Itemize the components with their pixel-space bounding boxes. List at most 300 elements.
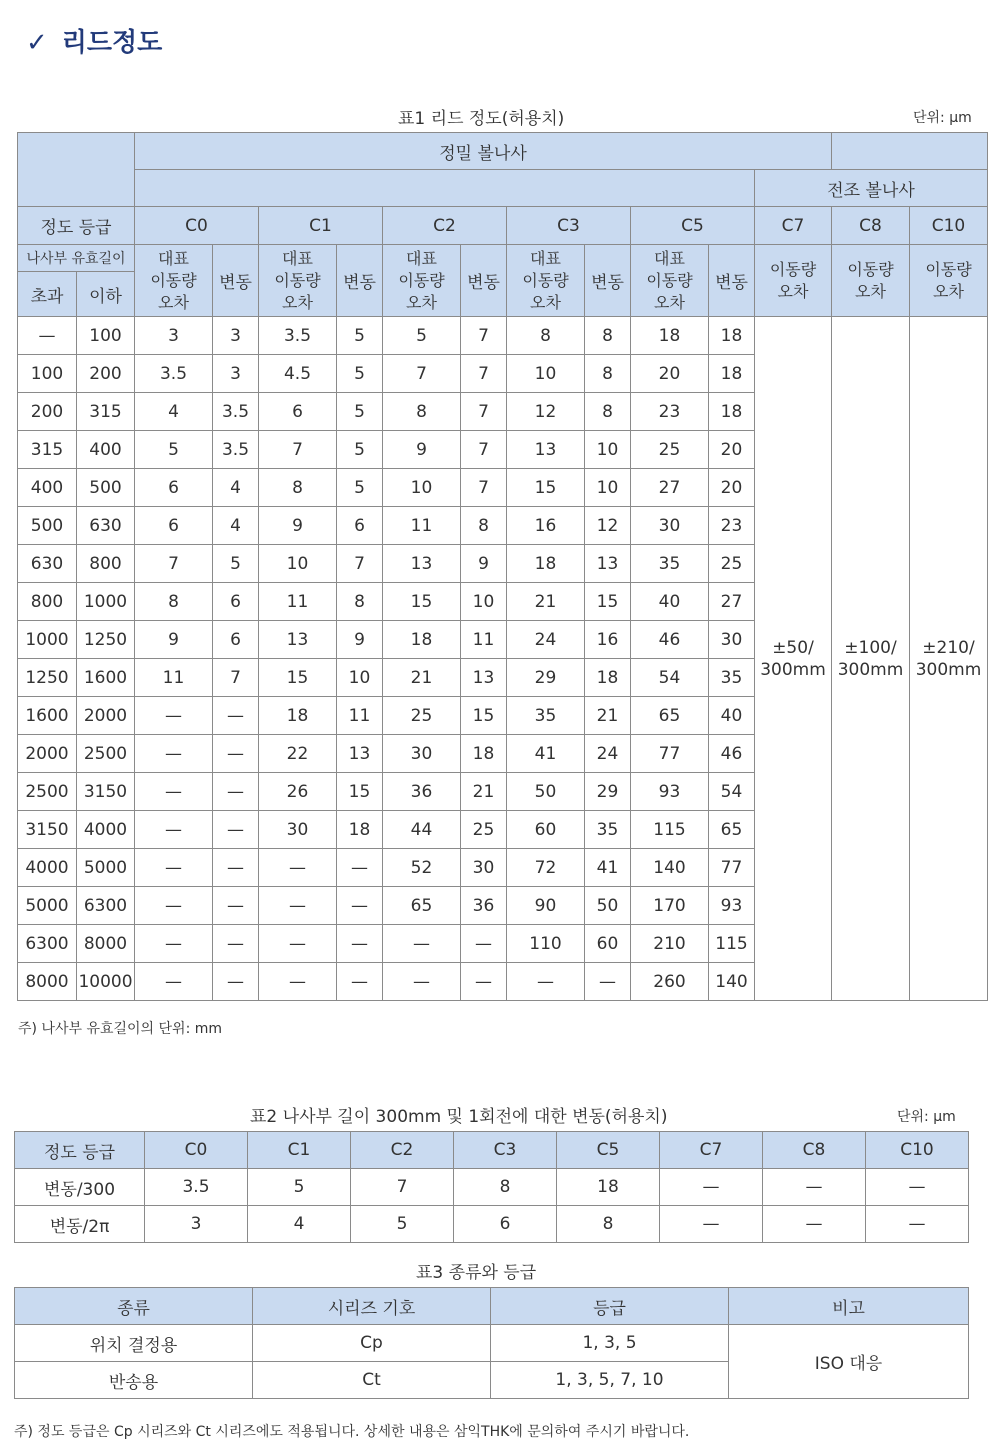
table-cell: 25 bbox=[461, 811, 507, 849]
table-cell: 2500 bbox=[18, 773, 77, 811]
table-cell: 5 bbox=[248, 1169, 351, 1206]
table-cell: 21 bbox=[383, 659, 461, 697]
c5-rep-header: 대표 이동량 오차 bbox=[631, 245, 709, 317]
table-cell: 3.5 bbox=[135, 355, 213, 393]
table-cell: 5 bbox=[383, 317, 461, 355]
c3-rep-header: 대표 이동량 오차 bbox=[507, 245, 585, 317]
table-cell: 35 bbox=[507, 697, 585, 735]
table-cell: 23 bbox=[709, 507, 755, 545]
table-cell: 30 bbox=[383, 735, 461, 773]
table-cell: 18 bbox=[709, 355, 755, 393]
table-cell: 8 bbox=[585, 317, 631, 355]
table-cell: 100 bbox=[18, 355, 77, 393]
table-cell: 18 bbox=[709, 393, 755, 431]
table-cell: 7 bbox=[383, 355, 461, 393]
table-cell: — bbox=[213, 735, 259, 773]
table-cell: 13 bbox=[507, 431, 585, 469]
table-row bbox=[15, 1169, 969, 1206]
table-cell: — bbox=[135, 925, 213, 963]
table-cell: 29 bbox=[585, 773, 631, 811]
table-cell: 140 bbox=[631, 849, 709, 887]
c2-rep-header: 대표 이동량 오차 bbox=[383, 245, 461, 317]
table-cell: — bbox=[213, 773, 259, 811]
table-cell: 8 bbox=[585, 355, 631, 393]
table-cell: 800 bbox=[18, 583, 77, 621]
table-cell: — bbox=[866, 1169, 969, 1206]
table-cell: 18 bbox=[585, 659, 631, 697]
table-cell: 4000 bbox=[77, 811, 135, 849]
table-cell: 115 bbox=[631, 811, 709, 849]
table-cell: 3 bbox=[135, 317, 213, 355]
table-cell: — bbox=[259, 887, 337, 925]
table-cell: 10 bbox=[383, 469, 461, 507]
table-cell: — bbox=[866, 1206, 969, 1243]
table-cell: 44 bbox=[383, 811, 461, 849]
table-cell: 변동/300 bbox=[15, 1169, 145, 1206]
table-cell: 36 bbox=[383, 773, 461, 811]
table-cell: 77 bbox=[709, 849, 755, 887]
table-cell: 21 bbox=[507, 583, 585, 621]
rolled-header: 전조 볼나사 bbox=[755, 170, 988, 207]
table-cell: 210 bbox=[631, 925, 709, 963]
table-cell: — bbox=[213, 697, 259, 735]
table-cell: 5000 bbox=[77, 849, 135, 887]
table-cell: 35 bbox=[585, 811, 631, 849]
table-cell: 13 bbox=[585, 545, 631, 583]
corner-header bbox=[18, 133, 135, 207]
table-cell: — bbox=[337, 849, 383, 887]
table-cell: — bbox=[763, 1169, 866, 1206]
grade-c2: C2 bbox=[383, 207, 507, 245]
over-header: 초과 bbox=[18, 272, 77, 317]
table-cell: 5 bbox=[337, 431, 383, 469]
c0-var-header: 변동 bbox=[213, 245, 259, 317]
table-cell: 7 bbox=[351, 1169, 454, 1206]
table-cell: 800 bbox=[77, 545, 135, 583]
table-cell: 12 bbox=[585, 507, 631, 545]
table-cell: 22 bbox=[259, 735, 337, 773]
table-cell: 11 bbox=[337, 697, 383, 735]
table-cell: 93 bbox=[709, 887, 755, 925]
table-cell: 3.5 bbox=[213, 431, 259, 469]
table-cell: 10 bbox=[259, 545, 337, 583]
table-cell: 11 bbox=[259, 583, 337, 621]
table-cell: 140 bbox=[709, 963, 755, 1001]
table-cell: 18 bbox=[507, 545, 585, 583]
table-cell: 13 bbox=[259, 621, 337, 659]
table-cell: 72 bbox=[507, 849, 585, 887]
table-cell: 65 bbox=[709, 811, 755, 849]
table-cell: 6 bbox=[454, 1206, 557, 1243]
table-cell: 29 bbox=[507, 659, 585, 697]
table-cell: 7 bbox=[135, 545, 213, 583]
t3-header-remark: 비고 bbox=[729, 1288, 969, 1325]
type-grade-table bbox=[14, 1287, 969, 1399]
grade-c8: C8 bbox=[832, 207, 910, 245]
table-cell: 5 bbox=[213, 545, 259, 583]
table-cell: 9 bbox=[337, 621, 383, 659]
table-cell: 10 bbox=[461, 583, 507, 621]
table-cell: 40 bbox=[631, 583, 709, 621]
table-cell: 30 bbox=[461, 849, 507, 887]
table-cell: 18 bbox=[631, 317, 709, 355]
table-cell: 4 bbox=[248, 1206, 351, 1243]
table-cell: 3 bbox=[145, 1206, 248, 1243]
c7-travel-header: 이동량 오차 bbox=[755, 245, 832, 317]
table-cell: 630 bbox=[18, 545, 77, 583]
grade-c3: C3 bbox=[507, 207, 631, 245]
section-title: 리드정도 bbox=[61, 28, 163, 58]
table-cell: 6 bbox=[259, 393, 337, 431]
table-cell: 6 bbox=[135, 507, 213, 545]
table-cell: — bbox=[763, 1206, 866, 1243]
table-cell: 30 bbox=[709, 621, 755, 659]
precision-header: 정밀 볼나사 bbox=[135, 133, 832, 170]
table-cell: — bbox=[135, 811, 213, 849]
under-header: 이하 bbox=[77, 272, 135, 317]
table-cell: — bbox=[135, 697, 213, 735]
table-cell: 27 bbox=[631, 469, 709, 507]
c0-rep-header: 대표 이동량 오차 bbox=[135, 245, 213, 317]
t3-grade-cp: 1, 3, 5 bbox=[491, 1325, 729, 1362]
table-cell: 5 bbox=[337, 355, 383, 393]
table-cell: — bbox=[383, 963, 461, 1001]
grade-c5: C5 bbox=[631, 207, 755, 245]
table3-caption: 표3 종류와 등급 bbox=[416, 1263, 537, 1283]
table-cell: — bbox=[337, 925, 383, 963]
table-cell: 315 bbox=[77, 393, 135, 431]
table-cell: — bbox=[259, 925, 337, 963]
table-cell: 2000 bbox=[77, 697, 135, 735]
table-cell: 26 bbox=[259, 773, 337, 811]
precision-header-extra bbox=[832, 133, 988, 170]
table-cell: 변동/2π bbox=[15, 1206, 145, 1243]
table-cell: 77 bbox=[631, 735, 709, 773]
table-cell: 46 bbox=[709, 735, 755, 773]
table-cell: 3 bbox=[213, 317, 259, 355]
t2-header-c1: C1 bbox=[248, 1132, 351, 1169]
table-cell: 7 bbox=[461, 393, 507, 431]
table-cell: 10 bbox=[507, 355, 585, 393]
table-cell: — bbox=[337, 963, 383, 1001]
table-cell: 10 bbox=[585, 469, 631, 507]
table-cell: 4 bbox=[213, 469, 259, 507]
c1-var-header: 변동 bbox=[337, 245, 383, 317]
table-cell: 8000 bbox=[18, 963, 77, 1001]
length-header: 나사부 유효길이 bbox=[18, 245, 135, 272]
table-cell: 5 bbox=[337, 317, 383, 355]
table-cell: 50 bbox=[585, 887, 631, 925]
table-cell: 1250 bbox=[77, 621, 135, 659]
table-cell: 25 bbox=[709, 545, 755, 583]
variation-table bbox=[14, 1131, 969, 1243]
table-cell: — bbox=[660, 1206, 763, 1243]
table-cell: 15 bbox=[585, 583, 631, 621]
table-cell: 8 bbox=[461, 507, 507, 545]
table-cell: 6 bbox=[213, 583, 259, 621]
t2-header-c0: C0 bbox=[145, 1132, 248, 1169]
c3-var-header: 변동 bbox=[585, 245, 631, 317]
table2-unit: 단위: μm bbox=[897, 1109, 956, 1125]
table-cell: 65 bbox=[383, 887, 461, 925]
t3-header-series: 시리즈 기호 bbox=[253, 1288, 491, 1325]
table-cell: 54 bbox=[709, 773, 755, 811]
t3-series-ct: Ct bbox=[253, 1362, 491, 1399]
table-cell: 8 bbox=[259, 469, 337, 507]
table-cell: 500 bbox=[18, 507, 77, 545]
table-cell: 50 bbox=[507, 773, 585, 811]
table-cell: 5 bbox=[337, 393, 383, 431]
footnote: 주) 정도 등급은 Cp 시리즈와 Ct 시리즈에도 적용됩니다. 상세한 내용은 삼익THK에 문의하여 주시기 바랍니다. bbox=[14, 1424, 690, 1440]
table-cell: 18 bbox=[557, 1169, 660, 1206]
table-cell: 46 bbox=[631, 621, 709, 659]
table-cell: 3150 bbox=[77, 773, 135, 811]
c10-travel-header: 이동량 오차 bbox=[910, 245, 988, 317]
table-cell: 18 bbox=[337, 811, 383, 849]
table-cell: 54 bbox=[631, 659, 709, 697]
table-cell: 18 bbox=[383, 621, 461, 659]
table-cell: 52 bbox=[383, 849, 461, 887]
grade-c0: C0 bbox=[135, 207, 259, 245]
table-cell: 60 bbox=[507, 811, 585, 849]
table-cell: 41 bbox=[507, 735, 585, 773]
table-cell: 115 bbox=[709, 925, 755, 963]
grade-header: 정도 등급 bbox=[18, 207, 135, 245]
grade-c7: C7 bbox=[755, 207, 832, 245]
table-cell: 41 bbox=[585, 849, 631, 887]
checkmark-icon: ✓ bbox=[26, 28, 48, 58]
table-cell: 13 bbox=[461, 659, 507, 697]
table-cell: 36 bbox=[461, 887, 507, 925]
table-cell: 6 bbox=[135, 469, 213, 507]
table-cell: — bbox=[259, 963, 337, 1001]
c5-var-header: 변동 bbox=[709, 245, 755, 317]
t2-header-grade: 정도 등급 bbox=[15, 1132, 145, 1169]
table-cell: 15 bbox=[383, 583, 461, 621]
section-heading bbox=[26, 22, 162, 59]
table-cell: — bbox=[135, 963, 213, 1001]
table-cell: 1250 bbox=[18, 659, 77, 697]
c8-travel-header: 이동량 오차 bbox=[832, 245, 910, 317]
table-cell: 170 bbox=[631, 887, 709, 925]
precision-header-blank bbox=[135, 170, 755, 207]
table-cell: — bbox=[135, 773, 213, 811]
table-cell: 4 bbox=[135, 393, 213, 431]
table-cell: 15 bbox=[461, 697, 507, 735]
table-cell: 27 bbox=[709, 583, 755, 621]
table-cell: 8 bbox=[507, 317, 585, 355]
table2-caption: 표2 나사부 길이 300mm 및 1회전에 대한 변동(허용치) bbox=[250, 1107, 668, 1127]
table-cell: — bbox=[18, 317, 77, 355]
table-cell: 110 bbox=[507, 925, 585, 963]
table-cell: 18 bbox=[709, 317, 755, 355]
table-cell: 8 bbox=[454, 1169, 557, 1206]
t2-header-c10: C10 bbox=[866, 1132, 969, 1169]
table-cell: 1000 bbox=[77, 583, 135, 621]
table-cell: 315 bbox=[18, 431, 77, 469]
table1-note: 주) 나사부 유효길이의 단위: mm bbox=[18, 1021, 223, 1037]
table-cell: — bbox=[337, 887, 383, 925]
table-cell: — bbox=[213, 887, 259, 925]
table-cell: 3 bbox=[213, 355, 259, 393]
t2-header-c3: C3 bbox=[454, 1132, 557, 1169]
table-cell: 13 bbox=[337, 735, 383, 773]
c8-travel-error-cell: ±100/ 300mm bbox=[832, 317, 910, 1001]
table-cell: 7 bbox=[461, 317, 507, 355]
c7-travel-error-cell: ±50/ 300mm bbox=[755, 317, 832, 1001]
grade-c1: C1 bbox=[259, 207, 383, 245]
t3-grade-ct: 1, 3, 5, 7, 10 bbox=[491, 1362, 729, 1399]
table-cell: 12 bbox=[507, 393, 585, 431]
table-cell: — bbox=[213, 811, 259, 849]
table-cell: 11 bbox=[135, 659, 213, 697]
table-cell: 21 bbox=[461, 773, 507, 811]
table-cell: 24 bbox=[585, 735, 631, 773]
table-cell: 4 bbox=[213, 507, 259, 545]
t2-header-c8: C8 bbox=[763, 1132, 866, 1169]
t3-series-cp: Cp bbox=[253, 1325, 491, 1362]
table-cell: 40 bbox=[709, 697, 755, 735]
table-cell: — bbox=[213, 925, 259, 963]
table-cell: 400 bbox=[77, 431, 135, 469]
table-cell: 4000 bbox=[18, 849, 77, 887]
table-cell: 8 bbox=[557, 1206, 660, 1243]
table-cell: 3.5 bbox=[259, 317, 337, 355]
table-cell: 200 bbox=[18, 393, 77, 431]
table-cell: 5 bbox=[337, 469, 383, 507]
table-cell: 8 bbox=[383, 393, 461, 431]
table-cell: 2000 bbox=[18, 735, 77, 773]
table-cell: 7 bbox=[461, 355, 507, 393]
table-cell: 9 bbox=[461, 545, 507, 583]
table-cell: 6 bbox=[213, 621, 259, 659]
table-cell: 6300 bbox=[18, 925, 77, 963]
table-cell: — bbox=[213, 963, 259, 1001]
table-cell: — bbox=[135, 849, 213, 887]
table-cell: 20 bbox=[631, 355, 709, 393]
table-cell: 35 bbox=[709, 659, 755, 697]
table-cell: 4.5 bbox=[259, 355, 337, 393]
grade-c10: C10 bbox=[910, 207, 988, 245]
table-cell: 11 bbox=[383, 507, 461, 545]
table-cell: 8000 bbox=[77, 925, 135, 963]
table-cell: 23 bbox=[631, 393, 709, 431]
c2-var-header: 변동 bbox=[461, 245, 507, 317]
table-cell: 630 bbox=[77, 507, 135, 545]
table-row bbox=[18, 317, 988, 355]
table-cell: 9 bbox=[383, 431, 461, 469]
table-cell: 200 bbox=[77, 355, 135, 393]
table-cell: 18 bbox=[259, 697, 337, 735]
table-cell: 5000 bbox=[18, 887, 77, 925]
table-cell: 18 bbox=[461, 735, 507, 773]
t2-header-c2: C2 bbox=[351, 1132, 454, 1169]
table-cell: 8 bbox=[337, 583, 383, 621]
table-cell: 5 bbox=[135, 431, 213, 469]
table-cell: 65 bbox=[631, 697, 709, 735]
c1-rep-header: 대표 이동량 오차 bbox=[259, 245, 337, 317]
table-cell: 3.5 bbox=[213, 393, 259, 431]
table-cell: 25 bbox=[383, 697, 461, 735]
table-cell: — bbox=[461, 925, 507, 963]
table-cell: 8 bbox=[135, 583, 213, 621]
table-cell: 6 bbox=[337, 507, 383, 545]
table-cell: — bbox=[259, 849, 337, 887]
table-cell: 60 bbox=[585, 925, 631, 963]
table-cell: 93 bbox=[631, 773, 709, 811]
lead-accuracy-table bbox=[17, 132, 988, 1001]
table-cell: — bbox=[135, 887, 213, 925]
table-cell: 9 bbox=[259, 507, 337, 545]
table-cell: 35 bbox=[631, 545, 709, 583]
table-cell: — bbox=[383, 925, 461, 963]
table-cell: 21 bbox=[585, 697, 631, 735]
table-cell: — bbox=[213, 849, 259, 887]
table-cell: 5 bbox=[351, 1206, 454, 1243]
table-cell: 15 bbox=[259, 659, 337, 697]
table-cell: 7 bbox=[213, 659, 259, 697]
table-cell: 3.5 bbox=[145, 1169, 248, 1206]
table-cell: 9 bbox=[135, 621, 213, 659]
table-cell: 30 bbox=[259, 811, 337, 849]
t3-header-grade: 등급 bbox=[491, 1288, 729, 1325]
table-cell: 500 bbox=[77, 469, 135, 507]
t3-header-type: 종류 bbox=[15, 1288, 253, 1325]
table-cell: 10 bbox=[337, 659, 383, 697]
t3-type-positioning: 위치 결정용 bbox=[15, 1325, 253, 1362]
table-cell: 1000 bbox=[18, 621, 77, 659]
table-cell: 2500 bbox=[77, 735, 135, 773]
table-cell: 15 bbox=[507, 469, 585, 507]
table-cell: 25 bbox=[631, 431, 709, 469]
c10-travel-error-cell: ±210/ 300mm bbox=[910, 317, 988, 1001]
table1-unit: 단위: μm bbox=[913, 110, 972, 126]
table-cell: 15 bbox=[337, 773, 383, 811]
table-cell: — bbox=[135, 735, 213, 773]
table-cell: 100 bbox=[77, 317, 135, 355]
table-cell: 7 bbox=[259, 431, 337, 469]
table-cell: 13 bbox=[383, 545, 461, 583]
table-cell: 20 bbox=[709, 469, 755, 507]
table-cell: 1600 bbox=[77, 659, 135, 697]
table-cell: 90 bbox=[507, 887, 585, 925]
t3-type-transport: 반송용 bbox=[15, 1362, 253, 1399]
table-cell: 3150 bbox=[18, 811, 77, 849]
table1-caption: 표1 리드 정도(허용치) bbox=[398, 109, 565, 129]
table-cell: 260 bbox=[631, 963, 709, 1001]
t2-header-c7: C7 bbox=[660, 1132, 763, 1169]
table-cell: 7 bbox=[337, 545, 383, 583]
table-cell: 6300 bbox=[77, 887, 135, 925]
table-cell: — bbox=[585, 963, 631, 1001]
table-cell: — bbox=[461, 963, 507, 1001]
table-cell: 24 bbox=[507, 621, 585, 659]
table-cell: 16 bbox=[507, 507, 585, 545]
table-cell: 30 bbox=[631, 507, 709, 545]
table-cell: 10 bbox=[585, 431, 631, 469]
table-cell: 400 bbox=[18, 469, 77, 507]
table-cell: 11 bbox=[461, 621, 507, 659]
table-cell: 7 bbox=[461, 469, 507, 507]
table-cell: 7 bbox=[461, 431, 507, 469]
table-cell: 8 bbox=[585, 393, 631, 431]
t3-remark: ISO 대응 bbox=[729, 1325, 969, 1399]
table-cell: — bbox=[507, 963, 585, 1001]
table-cell: 16 bbox=[585, 621, 631, 659]
table-row bbox=[15, 1206, 969, 1243]
table-cell: 1600 bbox=[18, 697, 77, 735]
table-cell: 10000 bbox=[77, 963, 135, 1001]
